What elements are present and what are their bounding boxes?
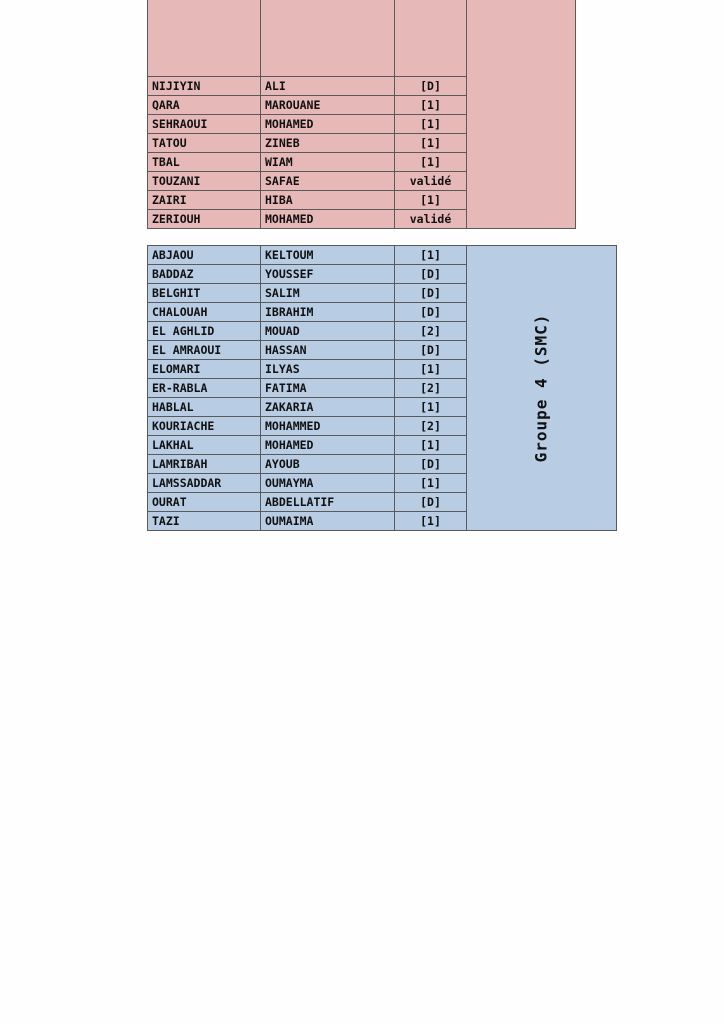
last-name-cell: LAMSSADDAR: [148, 474, 261, 493]
status-cell: [2]: [395, 379, 467, 398]
group-cell-empty: [467, 0, 576, 229]
first-name-cell: MOHAMED: [261, 115, 395, 134]
first-name-cell: SAFAE: [261, 172, 395, 191]
last-name-cell: ELOMARI: [148, 360, 261, 379]
first-name-cell: FATIMA: [261, 379, 395, 398]
first-name-cell: OUMAIMA: [261, 512, 395, 531]
status-cell: [1]: [395, 134, 467, 153]
first-name-cell: MOHAMED: [261, 210, 395, 229]
status-cell: validé: [395, 172, 467, 191]
status-cell: validé: [395, 210, 467, 229]
last-name-cell: TAZI: [148, 512, 261, 531]
last-name-cell: ZAIRI: [148, 191, 261, 210]
last-name-cell: ABJAOU: [148, 246, 261, 265]
status-cell: [1]: [395, 115, 467, 134]
group-label: Groupe 4 (SMC): [531, 313, 551, 462]
table-row: [148, 246, 617, 265]
last-name-cell: NIJIYIN: [148, 77, 261, 96]
first-name-cell: MOHAMMED: [261, 417, 395, 436]
last-name-cell: QARA: [148, 96, 261, 115]
status-cell: [D]: [395, 284, 467, 303]
cell-empty: [395, 0, 467, 77]
last-name-cell: EL AGHLID: [148, 322, 261, 341]
last-name-cell: BELGHIT: [148, 284, 261, 303]
cell-empty: [148, 0, 261, 77]
first-name-cell: KELTOUM: [261, 246, 395, 265]
first-name-cell: OUMAYMA: [261, 474, 395, 493]
group-label-cell: [467, 246, 617, 531]
status-cell: [1]: [395, 96, 467, 115]
last-name-cell: EL AMRAOUI: [148, 341, 261, 360]
status-cell: [2]: [395, 417, 467, 436]
status-cell: [1]: [395, 512, 467, 531]
first-name-cell: HIBA: [261, 191, 395, 210]
status-cell: [D]: [395, 455, 467, 474]
first-name-cell: MAROUANE: [261, 96, 395, 115]
table-row-top-continuation: [148, 0, 576, 77]
last-name-cell: OURAT: [148, 493, 261, 512]
status-cell: [1]: [395, 398, 467, 417]
status-cell: [1]: [395, 436, 467, 455]
last-name-cell: BADDAZ: [148, 265, 261, 284]
status-cell: [1]: [395, 191, 467, 210]
status-cell: [1]: [395, 246, 467, 265]
status-cell: [D]: [395, 341, 467, 360]
first-name-cell: ZAKARIA: [261, 398, 395, 417]
last-name-cell: HABLAL: [148, 398, 261, 417]
last-name-cell: KOURIACHE: [148, 417, 261, 436]
status-cell: [1]: [395, 153, 467, 172]
status-cell: [2]: [395, 322, 467, 341]
first-name-cell: ILYAS: [261, 360, 395, 379]
first-name-cell: MOHAMED: [261, 436, 395, 455]
last-name-cell: TBAL: [148, 153, 261, 172]
first-name-cell: MOUAD: [261, 322, 395, 341]
last-name-cell: TOUZANI: [148, 172, 261, 191]
last-name-cell: CHALOUAH: [148, 303, 261, 322]
first-name-cell: ALI: [261, 77, 395, 96]
last-name-cell: LAKHAL: [148, 436, 261, 455]
first-name-cell: ABDELLATIF: [261, 493, 395, 512]
status-cell: [D]: [395, 493, 467, 512]
status-cell: [D]: [395, 77, 467, 96]
first-name-cell: SALIM: [261, 284, 395, 303]
first-name-cell: WIAM: [261, 153, 395, 172]
status-cell: [D]: [395, 303, 467, 322]
last-name-cell: TATOU: [148, 134, 261, 153]
last-name-cell: ZERIOUH: [148, 210, 261, 229]
status-cell: [1]: [395, 360, 467, 379]
last-name-cell: SEHRAOUI: [148, 115, 261, 134]
first-name-cell: IBRAHIM: [261, 303, 395, 322]
first-name-cell: HASSAN: [261, 341, 395, 360]
student-table-previous-group: [147, 0, 576, 229]
first-name-cell: ZINEB: [261, 134, 395, 153]
cell-empty: [261, 0, 395, 77]
first-name-cell: AYOUB: [261, 455, 395, 474]
status-cell: [1]: [395, 474, 467, 493]
first-name-cell: YOUSSEF: [261, 265, 395, 284]
status-cell: [D]: [395, 265, 467, 284]
student-table-group-4: [147, 245, 617, 531]
last-name-cell: LAMRIBAH: [148, 455, 261, 474]
last-name-cell: ER-RABLA: [148, 379, 261, 398]
